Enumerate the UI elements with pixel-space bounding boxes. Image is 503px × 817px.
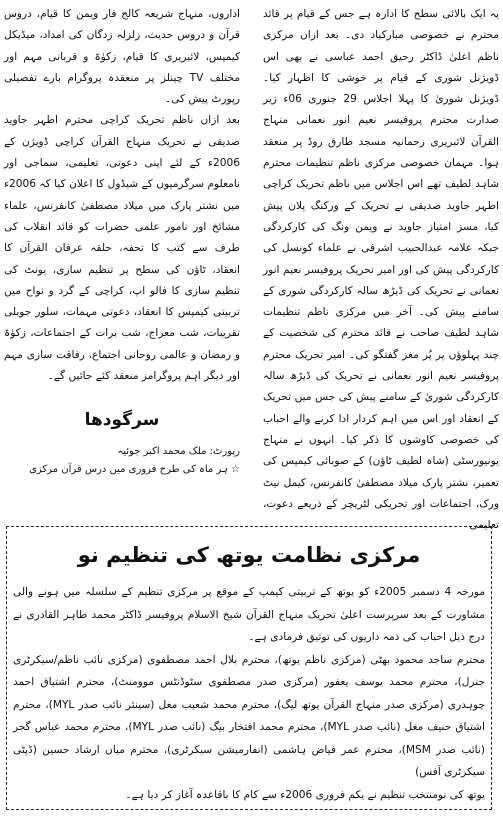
box-body — [13, 581, 485, 806]
report-intro-line — [4, 461, 240, 479]
left-column — [4, 4, 240, 479]
body-paragraph: یہ ایک بالائی سطح کا ادارہ ہے جس کے قیام پر قائد محترم نے خصوصی مبارکباد دی۔ بعد ازاں مرکزی ناظم اعلیٰ ڈاکٹر رحیق احمد عباسی نے بھی اس ڈویژنل شوری کے قیام پر خوشی کا اظہار کیا۔ ڈویژنل شوریٰ کا پہلا اجلاس 29 جنوری 06ء زیر صدارت محترم پروفیسر نعیم انور نعمانی منہاج القرآن لائبریری رحمانیہ مسجد طارق روڈ پر منعقد ہوا۔ مہمان خصوصی مرکزی ناظم تنظیمات محترم شاہد لطیف تھے اس اجلاس میں ناظم تحریک کراچی اطہر جاوید صدیقی نے تحریک کے ورکنگ پلان پیش کیا، مسز امتیاز جاوید نے ویمن ونگ کی کارکردگی جبکہ علامہ عبدالحبیب اشرفی نے علماء کونسل کی کارکردگی پیش کی اور امیر تحریک پروفیسر نعیم انور نعمانی نے تحریک کی ڈیڑھ سالہ کارکردگی شوری کے سامنے پیش کی۔ آخر میں مرکزی ناظم تنظیمات شاہد لطیف صاحب نے قائد محترم کی شخصیت کے چند پہلوؤں پر پُر مغز گفتگو کی۔ امیر تحریک محترم پروفیسر نعیم انور نعمانی نے تحریک کی ڈیڑھ سالہ کارکردگی شوریٰ کے سامنے پیش کی جس میں تحریک کے انعقاد اور اس میں اہم کردار ادا کرنے والے احباب کی خصوصی کاوشوں کا ذکر کیا۔ انہوں نے منہاج یونیورسٹی (شاہ لطیف ٹاؤن) کے صوبائی کیمپس کی تعمیر، نشتر پارک میلاد مصطفیٰ کانفرنس، کیمل نیٹ ورک، اجتماعات اور تحریکی لٹریچر کے ذریعے دعوت، تعلیمی — [263, 8, 499, 532]
section-heading: سرگودھا — [84, 410, 160, 431]
right-column — [263, 4, 499, 536]
report-byline: رپورٹ: ملک محمد اکبر جوئیہ — [117, 446, 240, 458]
youth-reorganization-box — [6, 526, 492, 810]
box-paragraph: محترم ساجد محمود بھٹی (مرکزی ناظم یوتھ)، محترم بلال احمد مصطفوی (مرکزی نائب ناظم/سیکرٹری جنرل)، محترم محمد یوسف یعفور (مرکزی صدر مصطفوی سٹوڈنٹس موومنٹ)، محترم اشتیاق احمد چوہدری (مرکزی صدر منہاج القرآن یوتھ لیگ)، محترم محمد شعیب مغل (سینئر نائب صدر MYL)، محترم اشتیاق حنیف مغل (نائب صدر MYL)، محترم محمد افتخار بیگ (نائب صدر MYL)، محترم محمد عباس گجر (نائب صدر MSM)، محترم عمر فیاض ہاشمی (انفارمیشن سیکرٹری)، محترم میاں ارشاد حسین (ڈپٹی سیکرٹری آفس) — [13, 653, 485, 778]
box-title: مرکزی نظامت یوتھ کی تنظیم نو — [77, 543, 421, 567]
body-paragraph: اداروں، منہاج شریعہ کالج فار ویمن کا قیام، دروس قرآن و دروس حدیث، زلزلہ زدگان کی امداد، میڈیکل کیمپس، لائبریری کا قیام، زکوٰۃ و قربانی مہم اور مختلف TV چینلز پر منعقدہ پروگرام بارے تفصیلی رپورٹ پیش کی۔ — [4, 8, 240, 106]
report-intro-text: ہر ماہ کی طرح فروری میں درس قرآن مرکزی — [29, 464, 228, 476]
body-paragraph: بعد ازاں ناظم تحریک کراچی محترم اطہر جاوید صدیقی نے تحریک منہاج القرآن کراچی ڈویژن کے 2006ء کے لئے اپنی دعوتی، تعلیمی، سماجی اور نامعلوم سرگرمیوں کے شیڈول کا اعلان کیا کہ 2006ء میں نشتر پارک میں میلاد مصطفیٰ کانفرنس، علماء مشائخ اور نامور علمی حضرات کو قائد انقلاب کی طرف سے کتب کا تحفہ، حلقہ عرفان القرآن کا انعقاد، ٹاؤن کی سطح پر تنظیم سازی، یونٹ کی تنظیم سازی کا فالو اپ، کراچی کے گرد و نواح میں تربیتی کیمپس کا انعقاد، دعوتی مہمات، سلور جوبلی تقریبات، شب معراج، شب برات کے اجتماعات، زکوٰۃ و رمضان و عالمی روحانی اجتماع، رفاقت سازی مہم اور دیگر اہم پروگرامز منعقد کئے جائیں گے۔ — [4, 114, 240, 383]
box-paragraph: یوتھ کی نومنتخب تنظیم نے یکم فروری 2006ء سے کام کا باقاعدہ آغاز کر دیا ہے۔ — [125, 788, 485, 801]
star-icon: ☆ — [231, 464, 240, 476]
box-paragraph: مورخہ 4 دسمبر 2005ء کو یوتھ کے تربیتی کیمپ کے موقع پر مرکزی تنظیم کے سلسلہ میں ہونے والی مشاورت کے بعد سرپرست اعلیٰ تحریک منہاج القرآن شیخ الاسلام پروفیسر ڈاکٹر محمد طاہر القادری نے درج ذیل احباب کی ذمہ داریوں کی توثیق فرمادی ہے۔ — [13, 586, 486, 643]
